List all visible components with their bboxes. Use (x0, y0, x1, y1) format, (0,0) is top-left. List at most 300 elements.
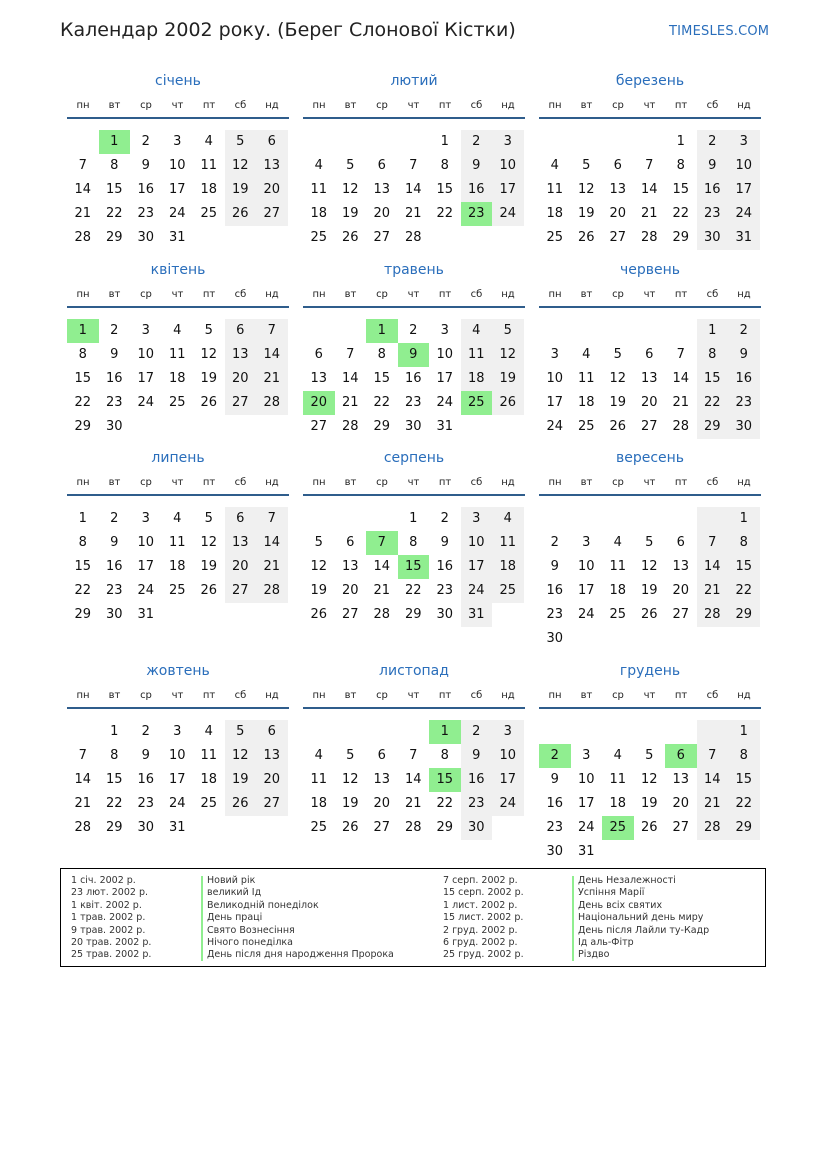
day-cell: 9 (461, 154, 493, 178)
day-cell: 26 (200, 395, 218, 410)
month-divider (67, 117, 289, 119)
weekday-label: ср (612, 477, 624, 488)
month-name: березень (615, 73, 685, 89)
day-cell: 4 (582, 347, 591, 362)
day-cell: 11 (609, 772, 627, 787)
day-cell: 19 (310, 583, 328, 598)
day-cell: 23 (728, 391, 760, 415)
weekday-label: пт (202, 690, 216, 701)
day-cell: 13 (256, 744, 288, 768)
day-cell: 27 (373, 230, 391, 245)
day-cell: 2 (697, 130, 729, 154)
day-cell: 2 (110, 323, 119, 338)
day-cell: 28 (74, 820, 92, 835)
day-cell: 9 (110, 535, 119, 550)
day-cell: 1 (440, 134, 449, 149)
holiday-date: 9 трав. 2002 р. (71, 924, 146, 936)
day-cell: 4 (204, 134, 213, 149)
day-cell: 16 (546, 796, 564, 811)
day-cell: 8 (440, 158, 449, 173)
day-cell: 31 (461, 603, 493, 627)
day-cell: 5 (492, 319, 524, 343)
day-cell: 17 (168, 772, 186, 787)
holiday-date: 15 лист. 2002 р. (443, 912, 524, 924)
day-cell: 21 (341, 395, 359, 410)
weekday-label: пн (312, 690, 326, 701)
day-cell: 21 (640, 206, 658, 221)
day-cell: 7 (78, 158, 87, 173)
holiday-name: День після дня народження Пророка (207, 949, 394, 961)
day-cell: 5 (582, 158, 591, 173)
day-cell: 25 (200, 206, 218, 221)
day-cell: 20 (225, 555, 257, 579)
day-cell: 28 (697, 603, 729, 627)
holiday-day-cell: 6 (665, 744, 697, 768)
weekday-label: пт (438, 100, 452, 111)
day-cell: 7 (346, 347, 355, 362)
day-cell: 17 (492, 178, 524, 202)
day-cell: 11 (609, 559, 627, 574)
day-cell: 17 (728, 178, 760, 202)
day-cell: 4 (550, 158, 559, 173)
day-cell: 15 (728, 768, 760, 792)
day-cell: 13 (310, 371, 328, 386)
legend-color-bar (572, 876, 574, 961)
month-name: липень (151, 450, 205, 466)
weekday-label: ср (376, 100, 388, 111)
day-cell: 16 (404, 371, 422, 386)
day-cell: 6 (256, 720, 288, 744)
day-cell: 21 (404, 796, 422, 811)
weekday-label: сб (234, 690, 247, 701)
day-cell: 7 (256, 507, 288, 531)
day-cell: 7 (256, 319, 288, 343)
holiday-name: великий Ід (207, 887, 262, 899)
day-cell: 10 (137, 347, 155, 362)
day-cell: 14 (697, 555, 729, 579)
day-cell: 28 (640, 230, 658, 245)
day-cell: 18 (609, 583, 627, 598)
day-cell: 14 (404, 772, 422, 787)
day-cell: 26 (310, 607, 328, 622)
day-cell: 30 (546, 631, 564, 646)
day-cell: 31 (728, 226, 760, 250)
day-cell: 14 (256, 343, 288, 367)
holiday-date: 1 трав. 2002 р. (71, 912, 146, 924)
day-cell: 30 (728, 415, 760, 439)
month-divider (539, 117, 761, 119)
holiday-date: 1 лист. 2002 р. (443, 899, 518, 911)
day-cell: 12 (310, 559, 328, 574)
weekday-label: сб (706, 690, 719, 701)
weekday-label: ср (612, 289, 624, 300)
day-cell: 5 (346, 748, 355, 763)
day-cell: 17 (168, 182, 186, 197)
day-cell: 10 (137, 535, 155, 550)
day-cell: 25 (168, 395, 186, 410)
day-cell: 23 (404, 395, 422, 410)
day-cell: 8 (728, 531, 760, 555)
weekday-label: пт (674, 100, 688, 111)
day-cell: 14 (672, 371, 690, 386)
day-cell: 16 (546, 583, 564, 598)
day-cell: 28 (256, 391, 288, 415)
day-cell: 30 (697, 226, 729, 250)
day-cell: 26 (225, 792, 257, 816)
weekday-label: вт (580, 289, 593, 300)
day-cell: 14 (74, 772, 92, 787)
day-cell: 24 (137, 583, 155, 598)
day-cell: 3 (141, 511, 150, 526)
day-cell: 16 (105, 559, 123, 574)
day-cell: 23 (105, 395, 123, 410)
day-cell: 22 (105, 206, 123, 221)
day-cell: 28 (697, 816, 729, 840)
day-cell: 31 (168, 820, 186, 835)
day-cell: 27 (225, 391, 257, 415)
day-cell: 4 (492, 507, 524, 531)
weekday-label: пн (76, 477, 90, 488)
day-cell: 2 (461, 720, 493, 744)
day-cell: 4 (613, 748, 622, 763)
day-cell: 3 (173, 724, 182, 739)
day-cell: 8 (409, 535, 418, 550)
holiday-date: 25 груд. 2002 р. (443, 949, 524, 961)
day-cell: 7 (697, 744, 729, 768)
day-cell: 11 (168, 347, 186, 362)
weekday-label: чт (643, 477, 656, 488)
day-cell: 26 (609, 419, 627, 434)
day-cell: 24 (492, 792, 524, 816)
holiday-date: 1 січ. 2002 р. (71, 875, 136, 886)
day-cell: 2 (728, 319, 760, 343)
day-cell: 29 (105, 230, 123, 245)
day-cell: 2 (440, 511, 449, 526)
day-cell: 10 (577, 559, 595, 574)
day-cell: 12 (577, 182, 595, 197)
day-cell: 20 (373, 206, 391, 221)
weekday-label: нд (265, 690, 279, 701)
day-cell: 30 (546, 844, 564, 859)
holiday-legend (60, 868, 766, 967)
day-cell: 10 (546, 371, 564, 386)
weekday-label: пн (548, 289, 562, 300)
weekday-label: нд (265, 100, 279, 111)
day-cell: 19 (492, 367, 524, 391)
day-cell: 10 (492, 154, 524, 178)
day-cell: 4 (314, 158, 323, 173)
weekday-label: вт (108, 100, 121, 111)
weekday-label: чт (643, 289, 656, 300)
holiday-name: Нічого понеділка (207, 937, 293, 948)
month-name: серпень (383, 450, 445, 466)
month-divider (303, 306, 525, 308)
day-cell: 17 (461, 555, 493, 579)
weekday-label: ср (140, 289, 152, 300)
day-cell: 15 (373, 371, 391, 386)
day-cell: 9 (440, 535, 449, 550)
day-cell: 20 (225, 367, 257, 391)
day-cell: 16 (105, 371, 123, 386)
day-cell: 8 (78, 535, 87, 550)
day-cell: 25 (310, 820, 328, 835)
day-cell: 25 (609, 607, 627, 622)
day-cell: 7 (697, 531, 729, 555)
brand-link[interactable]: TIMESLES.COM (669, 24, 770, 39)
weekday-label: сб (470, 690, 483, 701)
day-cell: 22 (74, 583, 92, 598)
day-cell: 10 (461, 531, 493, 555)
day-cell: 14 (404, 182, 422, 197)
day-cell: 23 (546, 607, 564, 622)
day-cell: 27 (341, 607, 359, 622)
day-cell: 12 (200, 535, 218, 550)
day-cell: 20 (373, 796, 391, 811)
weekday-label: пт (438, 289, 452, 300)
holiday-name: День всіх святих (578, 899, 663, 911)
weekday-label: вт (344, 289, 357, 300)
day-cell: 16 (697, 178, 729, 202)
legend-color-bar (201, 876, 203, 961)
day-cell: 6 (256, 130, 288, 154)
day-cell: 8 (78, 347, 87, 362)
day-cell: 26 (577, 230, 595, 245)
day-cell: 29 (728, 603, 760, 627)
day-cell: 3 (141, 323, 150, 338)
day-cell: 5 (346, 158, 355, 173)
day-cell: 20 (256, 768, 288, 792)
day-cell: 9 (550, 559, 559, 574)
day-cell: 29 (74, 607, 92, 622)
holiday-name: День праці (207, 912, 263, 924)
month-name: травень (384, 262, 444, 278)
page-title: Календар 2002 року. (Берег Слонової Кістки) (60, 19, 516, 41)
holiday-day-cell: 25 (461, 391, 493, 415)
day-cell: 11 (310, 772, 328, 787)
weekday-label: ср (140, 690, 152, 701)
holiday-name: Свято Вознесіння (207, 924, 295, 936)
month-divider (539, 306, 761, 308)
day-cell: 4 (461, 319, 493, 343)
day-cell: 15 (672, 182, 690, 197)
day-cell: 26 (640, 820, 658, 835)
day-cell: 18 (609, 796, 627, 811)
day-cell: 21 (74, 796, 92, 811)
day-cell: 6 (225, 507, 257, 531)
day-cell: 19 (225, 178, 257, 202)
month-divider (67, 306, 289, 308)
day-cell: 15 (105, 182, 123, 197)
weekday-label: пн (312, 100, 326, 111)
day-cell: 8 (728, 744, 760, 768)
weekday-label: нд (737, 100, 751, 111)
day-cell: 24 (137, 395, 155, 410)
day-cell: 21 (672, 395, 690, 410)
day-cell: 1 (728, 720, 760, 744)
weekday-label: чт (643, 690, 656, 701)
weekend-shade (697, 720, 729, 744)
day-cell: 24 (168, 206, 186, 221)
day-cell: 19 (640, 583, 658, 598)
day-cell: 20 (672, 796, 690, 811)
day-cell: 3 (582, 535, 591, 550)
day-cell: 25 (492, 579, 524, 603)
day-cell: 17 (546, 395, 564, 410)
day-cell: 20 (256, 178, 288, 202)
day-cell: 22 (373, 395, 391, 410)
day-cell: 27 (672, 820, 690, 835)
day-cell: 19 (341, 796, 359, 811)
day-cell: 31 (577, 844, 595, 859)
day-cell: 19 (200, 371, 218, 386)
day-cell: 18 (168, 559, 186, 574)
month-divider (303, 494, 525, 496)
holiday-date: 25 трав. 2002 р. (71, 949, 152, 961)
day-cell: 30 (404, 419, 422, 434)
day-cell: 27 (672, 607, 690, 622)
weekday-label: чт (407, 289, 420, 300)
weekday-label: чт (407, 477, 420, 488)
day-cell: 17 (137, 559, 155, 574)
day-cell: 6 (225, 319, 257, 343)
day-cell: 26 (640, 607, 658, 622)
weekday-label: сб (706, 289, 719, 300)
day-cell: 8 (440, 748, 449, 763)
day-cell: 1 (697, 319, 729, 343)
day-cell: 12 (492, 343, 524, 367)
day-cell: 27 (373, 820, 391, 835)
day-cell: 18 (310, 206, 328, 221)
day-cell: 23 (137, 206, 155, 221)
day-cell: 12 (640, 559, 658, 574)
month-divider (303, 707, 525, 709)
weekday-label: вт (580, 477, 593, 488)
month-name: листопад (379, 663, 449, 679)
day-cell: 9 (550, 772, 559, 787)
weekday-label: пн (76, 100, 90, 111)
day-cell: 29 (697, 415, 729, 439)
day-cell: 14 (74, 182, 92, 197)
holiday-day-cell: 1 (99, 130, 131, 154)
day-cell: 26 (492, 391, 524, 415)
day-cell: 12 (640, 772, 658, 787)
day-cell: 22 (728, 792, 760, 816)
day-cell: 10 (492, 744, 524, 768)
day-cell: 13 (373, 182, 391, 197)
holiday-date: 2 груд. 2002 р. (443, 924, 518, 936)
month-name: січень (155, 73, 201, 89)
day-cell: 6 (645, 347, 654, 362)
holiday-day-cell: 1 (67, 319, 99, 343)
day-cell: 10 (436, 347, 454, 362)
day-cell: 28 (672, 419, 690, 434)
day-cell: 1 (78, 511, 87, 526)
day-cell: 15 (697, 367, 729, 391)
day-cell: 20 (672, 583, 690, 598)
day-cell: 23 (105, 583, 123, 598)
day-cell: 3 (173, 134, 182, 149)
day-cell: 16 (461, 768, 493, 792)
day-cell: 29 (74, 419, 92, 434)
day-cell: 3 (582, 748, 591, 763)
day-cell: 5 (225, 130, 257, 154)
day-cell: 16 (436, 559, 454, 574)
holiday-date: 1 квіт. 2002 р. (71, 899, 142, 911)
day-cell: 15 (74, 371, 92, 386)
weekday-label: пн (76, 690, 90, 701)
holiday-day-cell: 2 (539, 744, 571, 768)
day-cell: 8 (697, 343, 729, 367)
day-cell: 22 (74, 395, 92, 410)
weekday-label: пт (674, 289, 688, 300)
day-cell: 16 (137, 772, 155, 787)
weekday-label: пт (202, 477, 216, 488)
day-cell: 14 (697, 768, 729, 792)
month-name: квітень (150, 262, 206, 278)
day-cell: 5 (645, 535, 654, 550)
day-cell: 26 (200, 583, 218, 598)
day-cell: 21 (404, 206, 422, 221)
day-cell: 13 (672, 772, 690, 787)
day-cell: 12 (200, 347, 218, 362)
day-cell: 5 (204, 511, 213, 526)
weekday-label: пн (548, 477, 562, 488)
day-cell: 27 (225, 579, 257, 603)
day-cell: 22 (728, 579, 760, 603)
holiday-day-cell: 15 (398, 555, 430, 579)
weekday-label: нд (501, 690, 515, 701)
day-cell: 8 (377, 347, 386, 362)
day-cell: 22 (105, 796, 123, 811)
day-cell: 19 (640, 796, 658, 811)
day-cell: 10 (168, 748, 186, 763)
day-cell: 3 (492, 130, 524, 154)
weekday-label: пт (202, 100, 216, 111)
day-cell: 5 (613, 347, 622, 362)
day-cell: 28 (404, 820, 422, 835)
holiday-name: Ід аль-Фітр (578, 937, 634, 948)
weekday-label: пн (312, 289, 326, 300)
holiday-name: День Незалежності (578, 875, 676, 886)
holiday-date: 23 лют. 2002 р. (71, 887, 148, 899)
day-cell: 31 (436, 419, 454, 434)
month-divider (67, 494, 289, 496)
weekday-label: чт (407, 100, 420, 111)
day-cell: 28 (74, 230, 92, 245)
holiday-name: Великодній понеділок (207, 899, 319, 911)
day-cell: 15 (728, 555, 760, 579)
day-cell: 9 (697, 154, 729, 178)
day-cell: 27 (640, 419, 658, 434)
holiday-name: Новий рік (207, 875, 256, 886)
day-cell: 24 (168, 796, 186, 811)
weekday-label: пн (548, 100, 562, 111)
day-cell: 25 (546, 230, 564, 245)
day-cell: 11 (577, 371, 595, 386)
holiday-day-cell: 25 (602, 816, 634, 840)
weekday-label: вт (344, 690, 357, 701)
day-cell: 14 (341, 371, 359, 386)
weekday-label: пт (202, 289, 216, 300)
day-cell: 12 (225, 154, 257, 178)
day-cell: 18 (168, 371, 186, 386)
weekday-label: чт (171, 100, 184, 111)
day-cell: 5 (314, 535, 323, 550)
holiday-date: 20 трав. 2002 р. (71, 937, 152, 948)
day-cell: 1 (728, 507, 760, 531)
day-cell: 15 (436, 182, 454, 197)
holiday-day-cell: 23 (461, 202, 493, 226)
